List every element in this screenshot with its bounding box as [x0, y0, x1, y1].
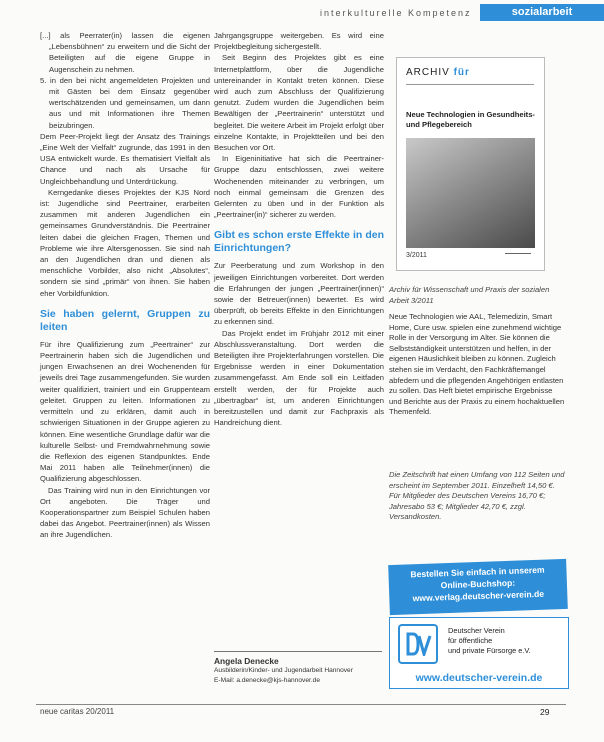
series-logo: ARCHIV für [406, 67, 470, 78]
list-item: 5. in den bei nicht angemeldeten Projekten und mit Gästen bei dem Einsatz gegenüber wertschätzenden und gemeinsamen, um dann aus und mit Informationen ihre Themen beizubringen. [40, 75, 210, 130]
paragraph: Jahrgangsgruppe weitergeben. Es wird eine Projektbegleitung sichergestellt. [214, 31, 384, 52]
article-column-1 [40, 30, 210, 541]
paragraph: Das Projekt endet im Frühjahr 2012 mit einer Abschlussveranstaltung. Dort werden die Beteiligten ihre Projekterfahrungen vorstellen. Die Ergebnisse werden in einer Dokumentation zusammengefasst. Am Ende soll ein Leitfaden erstellt werden, der für Projekte auch „übertragbar“ ist, um anderen Einrichtungen bereitzustellen und damit zur Fachpraxis als Handreichung dient. [214, 328, 384, 428]
book-cover [396, 57, 545, 271]
dv-logo-icon [398, 624, 438, 664]
author-email: E-Mail: a.denecke@kjs-hannover.de [214, 677, 321, 684]
paragraph: Zur Peerberatung und zum Workshop in den jeweiligen Einrichtungen vorbereitet. Dort werden die Erfahrungen der jungen „Peertrainer(innen)“ sowie der Betreuer(innen) bewertet. Es wird überprüft, ob bereits Effekte in den Einrichtungen zu erkennen sind. [214, 261, 384, 327]
list-item: [...] als Peerrater(in) lassen die eigenen „Lebensbühnen“ zu erweitern und die Sicht der Beteiligten auf die eigene Gruppe in Augenschein zu nehmen. [40, 31, 210, 74]
header-topic: interkulturelle Kompetenz [320, 8, 472, 18]
footer-divider [36, 704, 566, 705]
banner-link[interactable]: www.verlag.deutscher-verein.de [412, 588, 545, 604]
book-caption: Archiv für Wissenschaft und Praxis der sozialen Arbeit 3/2011 [389, 285, 550, 305]
banner-line: Online-Buchshop: [440, 577, 516, 591]
cover-issue: 3/2011 [406, 252, 427, 259]
footer-journal: neue caritas 20/2011 [40, 707, 115, 716]
author-block [214, 656, 389, 686]
paragraph: Dem Peer-Projekt liegt der Ansatz des Trainings „Eine Welt der Vielfalt“ zugrunde, das 1991 in den USA entwickelt wurde. Es thematisiert Vielfalt als Chance und nach als Ursache für Ungleichbehandlung und Unterdrückung. [40, 131, 210, 186]
author-affiliation: Ausbilderin/Kinder- und Jugendarbeit Hannover [214, 667, 353, 674]
publisher-name: Deutscher Verein für öffentliche und private Fürsorge e.V. [448, 626, 531, 655]
book-description: Neue Technologien wie AAL, Telemedizin, Smart Home, Cure usw. spielen eine zunehmend wichtige Rolle in der Versorgung im Alter. Sie können die Selbstständigkeit unterstützen und helfen, in der eigenen Häuslichkeit bleiben zu können. Zugleich stehen sie im Verdacht, den Fachkräftemangel abfedern und die pflegenden Angehörigen entlasten zu sollen. Das Heft bietet empirische Ergebnisse und Berichte aus der Praxis zu einem hochaktuellen Themenfeld. [389, 312, 565, 417]
paragraph: Das Training wird nun in den Einrichtungen vor Ort angeboten. Die Träger und Kooperationspartner zum Beispiel Schulen haben dabei das Angebot. Peertrainer(innen) als Wissen an ihre Jugendlichen. [40, 485, 210, 540]
author-name: Angela Denecke [214, 656, 279, 666]
header-section-tab: sozialarbeit [480, 4, 604, 21]
section-heading: Sie haben gelernt, Gruppen zu leiten [40, 307, 210, 333]
publisher-url[interactable]: www.deutscher-verein.de [415, 672, 543, 684]
publisher-box [389, 617, 569, 689]
section-heading: Gibt es schon erste Effekte in den Einrichtungen? [214, 229, 384, 255]
author-divider [214, 651, 382, 652]
book-order-info: Die Zeitschrift hat einen Umfang von 112 Seiten und erscheint im September 2011. Einzelheft 14,50 €. Für Mitglieder des Deutschen Vereins 16,70 €; Jahresabo 53 €; Mitglieder 42,70 €, zzgl. Versandkosten. [389, 470, 565, 522]
paragraph: Seit Beginn des Projektes gibt es eine Internetplattform, über die Jugendliche untereinander in Kontakt treten können. Diese wird auch zum Abschluss der Qualifizierung genutzt. Zudem wurden die Jugendlichen beim Bewältigen der „Peertrainerin“ unterstützt und begleitet. Die weitere Arbeit im Projekt erfolgt über einzelne Kontakte, in Projektteilen und bei den Besuchen vor Ort. [214, 53, 384, 153]
cover-title: Neue Technologien in Gesundheits- und Pflegebereich [406, 110, 535, 129]
cover-divider [406, 84, 534, 85]
paragraph: Für ihre Qualifizierung zum „Peertrainer“ zur Peertrainerin haben sich die Jugendlichen und jungen Erwachsenen an drei Wochenenden für jeweils drei Tage zusammengefunden. Sie wurden weiter qualifiziert, trainiert und ein Gruppenteam geleitet. Gruppen zu leiten. Informationen zu vermitteln und zu erklären, damit auch in schwierigen Situationen in der Gruppe agieren zu können. Eine wesentliche Grundlage dafür war die kulturelle Selbst- und Fremdwahrnehmung sowie die Reflexion des eigenen Standpunktes. Ende Mai 2011 haben alle Teilnehmer(innen) die Qualifizierung abgeschlossen. [40, 339, 210, 484]
article-column-2 [214, 30, 384, 429]
paragraph: In Eigeninitiative hat sich die Peertrainer-Gruppe dazu entschlossen, zwei weitere Wochenenden miteinander zu verbringen, um noch einmal gemeinsam die Grenzen des Gelernten zu üben und in der Funktion als „Peertrainer(in)“ sicherer zu werden. [214, 154, 384, 220]
cover-publisher-mark [505, 253, 531, 264]
paragraph: Kerngedanke dieses Projektes der KJS Nord ist: Jugendliche sind Peertrainer, erarbeiten zusammen mit anderen Jugendlichen ein gemeinsames Grundverständnis. Die Peertrainer leiten dabei die gleichen Fragen, Themen und Probleme wie ihre Altersgenossen. Sie sind nah an den Jugendlichen dran und dienen als menschliche Vorbilder, also nicht „Absolutes“, sondern sie sind „primär“ von ihnen. Sie haben eher Vorbildfunktion. [40, 187, 210, 298]
order-banner[interactable] [388, 559, 568, 615]
banner-line: Bestellen Sie einfach in unserem [410, 564, 545, 580]
page-number: 29 [540, 707, 550, 717]
cover-photo [406, 138, 535, 248]
